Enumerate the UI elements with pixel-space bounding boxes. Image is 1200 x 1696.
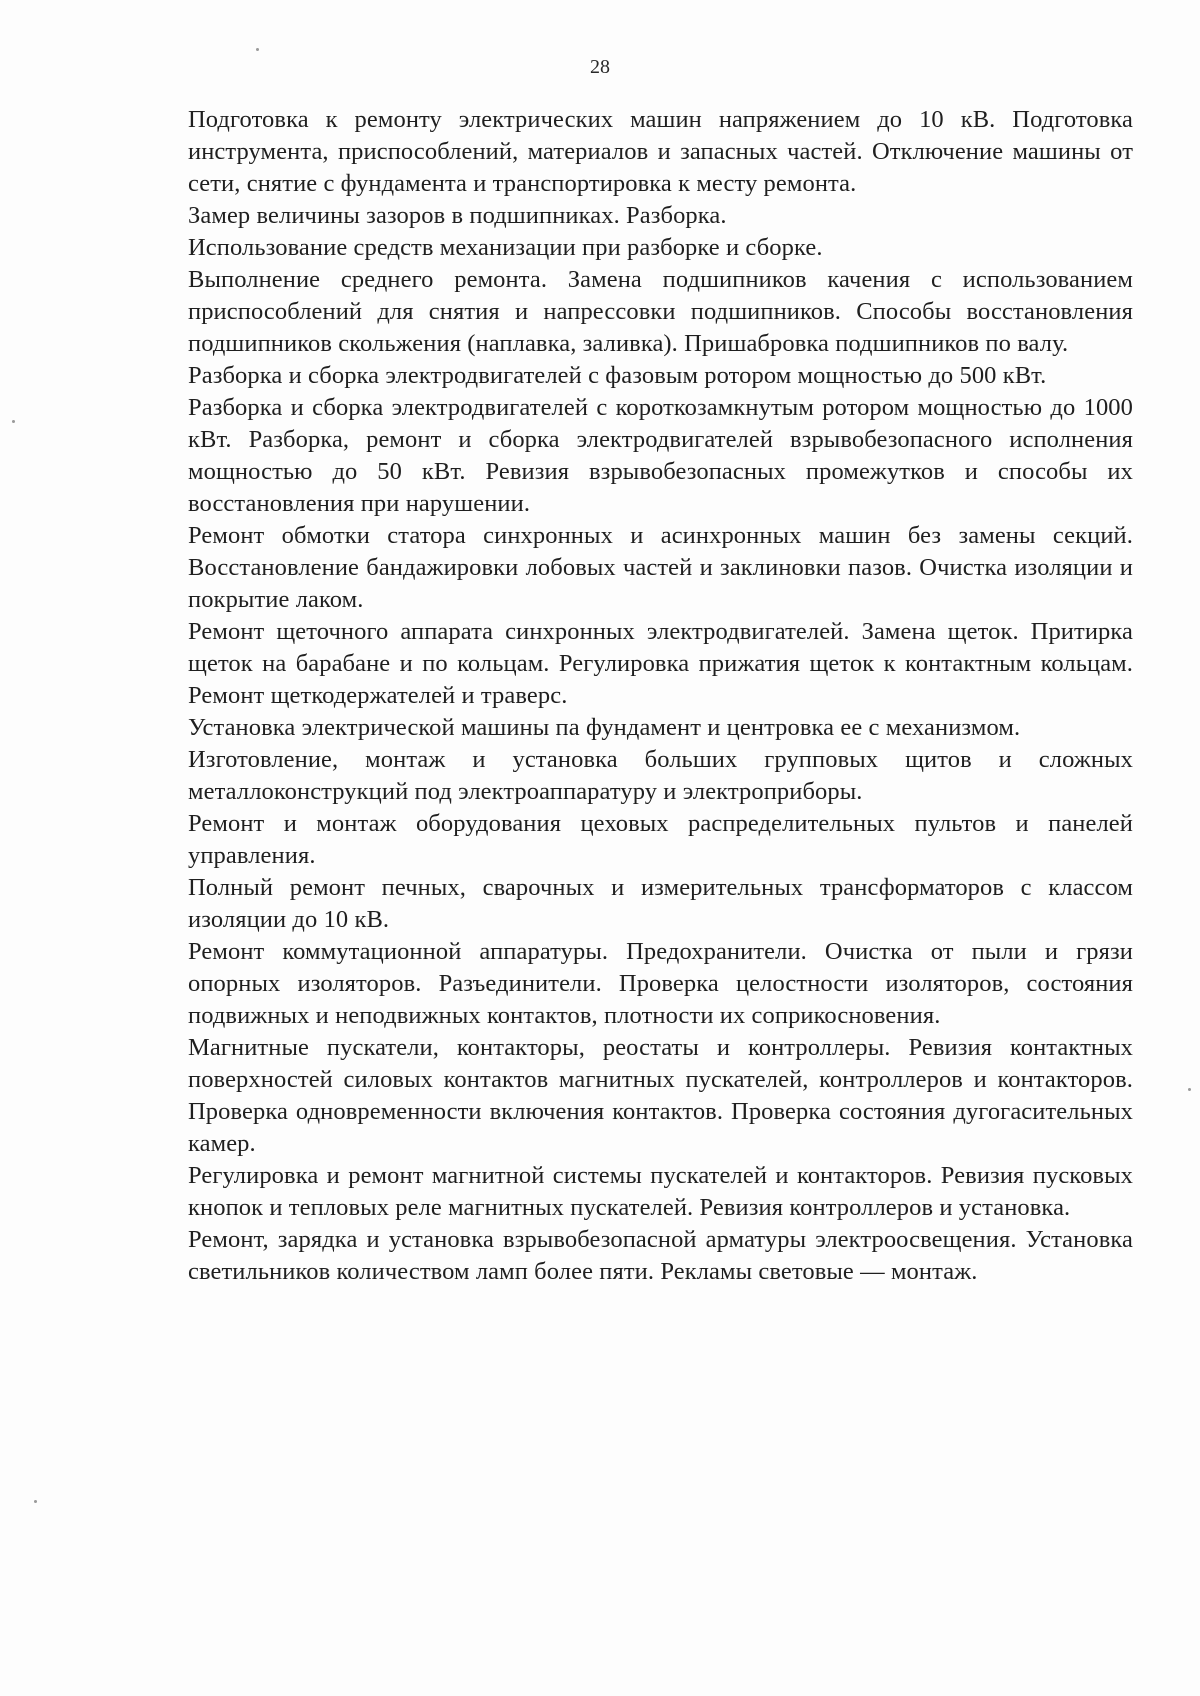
paragraph: Установка электрической машины па фундамент и центровка ее с механизмом. bbox=[188, 714, 1021, 741]
paragraph: Ремонт щеточного аппарата синхронных электродвигателей. Замена щеток. Притирка щеток на барабане и по кольцам. Регулировка прижатия щеток к контактным кольцам. Ремонт щеткодержателей и траверс. bbox=[188, 618, 1133, 709]
paragraph: Выполнение среднего ремонта. Замена подшипников качения с использованием приспособлений для снятия и напрессовки подшипников. Способы восстановления подшипников скольжения (наплавка, заливка). Пришабровка подшипников по валу. bbox=[188, 266, 1133, 357]
paragraph: Регулировка и ремонт магнитной системы пускателей и контакторов. Ревизия пусковых кнопок и тепловых реле магнитных пускателей. Ревизия контроллеров и установка. bbox=[188, 1162, 1133, 1221]
scan-speck bbox=[12, 420, 15, 423]
paragraph: Ремонт, зарядка и установка взрывобезопасной арматуры электроосвещения. Установка светильников количеством ламп более пяти. Рекламы световые — монтаж. bbox=[188, 1226, 1133, 1285]
paragraph: Изготовление, монтаж и установка больших групповых щитов и сложных металлоконструкций под электроаппаратуру и электроприборы. bbox=[188, 746, 1133, 805]
scan-speck bbox=[34, 1500, 37, 1503]
paragraph: Ремонт и монтаж оборудования цеховых распределительных пультов и панелей управления. bbox=[188, 810, 1133, 869]
scan-speck bbox=[1188, 1088, 1191, 1091]
paragraph: Ремонт коммутационной аппаратуры. Предохранители. Очистка от пыли и грязи опорных изоляторов. Разъединители. Проверка целостности изоляторов, состояния подвижных и неподвижных контактов, плотности их соприкосновения. bbox=[188, 938, 1133, 1029]
paragraph: Ремонт обмотки статора синхронных и асинхронных машин без замены секций. Восстановление бандажировки лобовых частей и заклиновки пазов. Очистка изоляции и покрытие лаком. bbox=[188, 522, 1133, 613]
paragraph: Разборка и сборка электродвигателей с фазовым ротором мощностью до 500 кВт. bbox=[188, 362, 1047, 389]
page-number: 28 bbox=[590, 56, 610, 78]
paragraph: Полный ремонт печных, сварочных и измерительных трансформаторов с классом изоляции до 10 кВ. bbox=[188, 874, 1133, 933]
paragraph: Использование средств механизации при разборке и сборке. bbox=[188, 234, 823, 261]
paragraph: Магнитные пускатели, контакторы, реостаты и контроллеры. Ревизия контактных поверхностей силовых контактов магнитных пускателей, контроллеров и контакторов. Проверка одновременности включения контактов. Проверка состояния дугогасительных камер. bbox=[188, 1034, 1133, 1157]
paragraph: Разборка и сборка электродвигателей с короткозамкнутым ротором мощностью до 1000 кВт. Разборка, ремонт и сборка электродвигателей взрывобезопасного исполнения мощностью до 50 кВт. Ревизия взрывобезопасных промежутков и способы их восстановления при нарушении. bbox=[188, 394, 1133, 517]
page-body bbox=[188, 104, 1133, 1288]
scan-speck bbox=[256, 48, 259, 51]
paragraph: Подготовка к ремонту электрических машин напряжением до 10 кВ. Подготовка инструмента, приспособлений, материалов и запасных частей. Отключение машины от сети, снятие с фундамента и транспортировка к месту ремонта. bbox=[188, 106, 1133, 197]
paragraph: Замер величины зазоров в подшипниках. Разборка. bbox=[188, 202, 727, 229]
